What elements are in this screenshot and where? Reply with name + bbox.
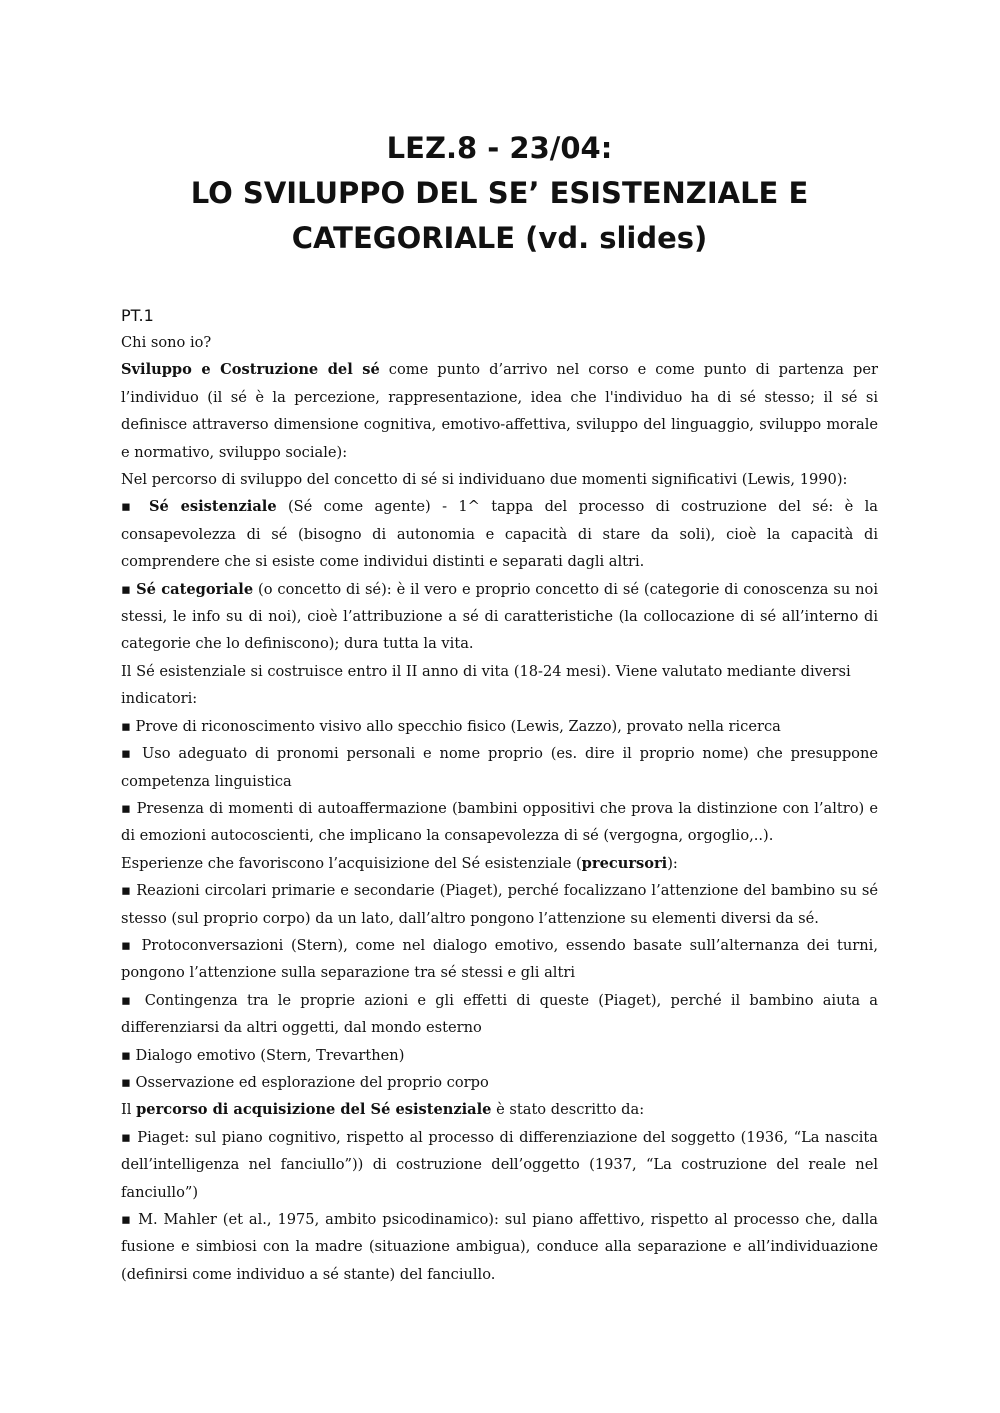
list-item: ▪ Uso adeguato di pronomi personali e nome proprio (es. dire il proprio nome) che presuppone competenza linguistica (121, 745, 878, 790)
list-item: ▪ Contingenza tra le proprie azioni e gli effetti di queste (Piaget), perché il bambino aiuta a differenziarsi da altri oggetti, dal mondo esterno (121, 991, 878, 1037)
paragraph-text: (Sé come agente) - 1^ tappa del processo di costruzione del sé: è la consapevolezza di sé (bisogno di autonomia e capacità di stare da soli), cioè la capacità di comprendere che si esiste come individui distinti e separati dagli altri. (121, 498, 878, 571)
section-label: PT.1 (121, 306, 154, 325)
paragraph-acquisition-path (121, 1096, 878, 1123)
list-item: ▪ Protoconversazioni (Stern), come nel dialogo emotivo, essendo basate sull’alternanza dei turni, pongono l’attenzione sulla separazione tra sé stessi e gli altri (121, 936, 878, 982)
paragraph-text: Il (121, 1101, 137, 1119)
title-line-3: CATEGORIALE (vd. slides) (291, 221, 708, 255)
paragraph-text: Esperienze che favoriscono l’acquisizione del Sé esistenziale ( (121, 854, 582, 872)
paragraph-text: ): (667, 854, 678, 872)
list-item: ▪ Osservazione ed esplorazione del proprio corpo (121, 1073, 489, 1091)
paragraph-text: è stato descritto da: (491, 1101, 645, 1119)
bold-term: Sviluppo e Costruzione del sé (121, 361, 380, 379)
list-item: ▪ Reazioni circolari primarie e secondarie (Piaget), perché focalizzano l’attenzione del bambino su sé stesso (sul proprio corpo) da un lato, dall’altro pongono l’attenzione su elementi diversi da sé. (121, 882, 878, 927)
paragraph-question: Chi sono io? (121, 334, 212, 351)
list-item: ▪ Presenza di momenti di autoaffermazione (bambini oppositivi che prova la distinzione con l’altro) e di emozioni autocoscienti, che implicano la consapevolezza di sé (vergogna, orgoglio,..). (121, 799, 878, 845)
bold-term: precursori (581, 854, 668, 872)
paragraph-two-moments: Nel percorso di sviluppo del concetto di sé si individuano due momenti significativi (Lewis, 1990): (121, 471, 848, 489)
bullet-marker: ▪ (121, 498, 149, 516)
body-text (121, 329, 878, 1288)
bold-term: Sé esistenziale (148, 498, 277, 516)
document-page (121, 126, 878, 1288)
bold-term: percorso di acquisizione del Sé esistenziale (136, 1101, 492, 1119)
page-title (121, 126, 878, 261)
title-line-1: LEZ.8 - 23/04: (386, 131, 613, 165)
paragraph-precursors (121, 850, 878, 877)
paragraph-text: (o concetto di sé): è il vero e proprio concetto di sé (categorie di conoscenza su noi stessi, le info su di noi), cioè l’attribuzione a sé di caratteristiche (la collocazione di sé all’interno di categorie che lo definiscono); dura tutta la vita. (121, 580, 879, 653)
list-item: ▪ Dialogo emotivo (Stern, Trevarthen) (121, 1046, 405, 1064)
title-line-2: LO SVILUPPO DEL SE’ ESISTENZIALE E (190, 176, 809, 210)
list-item: ▪ Prove di riconoscimento visivo allo specchio fisico (Lewis, Zazzo), provato nella ricerca (121, 717, 781, 735)
list-item: ▪ Piaget: sul piano cognitivo, rispetto al processo di differenziazione del soggetto (1936, “La nascita dell’intelligenza nel fanciullo”)) di costruzione dell’oggetto (1937, “La costruzione del reale nel fanciullo”) (121, 1128, 878, 1201)
bullet-se-esistenziale (121, 493, 878, 575)
paragraph-indicators: Il Sé esistenziale si costruisce entro il II anno di vita (18-24 mesi). Viene valutato mediante diversi indicatori: (121, 662, 851, 708)
paragraph-intro (121, 356, 878, 466)
bullet-marker: ▪ (121, 580, 137, 598)
paragraph-text: come punto d’arrivo nel corso e come punto di partenza per l’individuo (il sé è la percezione, rappresentazione, idea che l'individuo ha di sé stesso; il sé si definisce attraverso dimensione cognitiva, emotivo-affettiva, sviluppo del linguaggio, sviluppo morale e normativo, sviluppo sociale): (121, 361, 878, 461)
bold-term: Sé categoriale (136, 580, 254, 598)
list-item: ▪ M. Mahler (et al., 1975, ambito psicodinamico): sul piano affettivo, rispetto al processo che, dalla fusione e simbiosi con la madre (situazione ambigua), conduce alla separazione e all’individuazione (definirsi come individuo a sé stante) del fanciullo. (121, 1211, 878, 1283)
bullet-se-categoriale (121, 576, 878, 658)
